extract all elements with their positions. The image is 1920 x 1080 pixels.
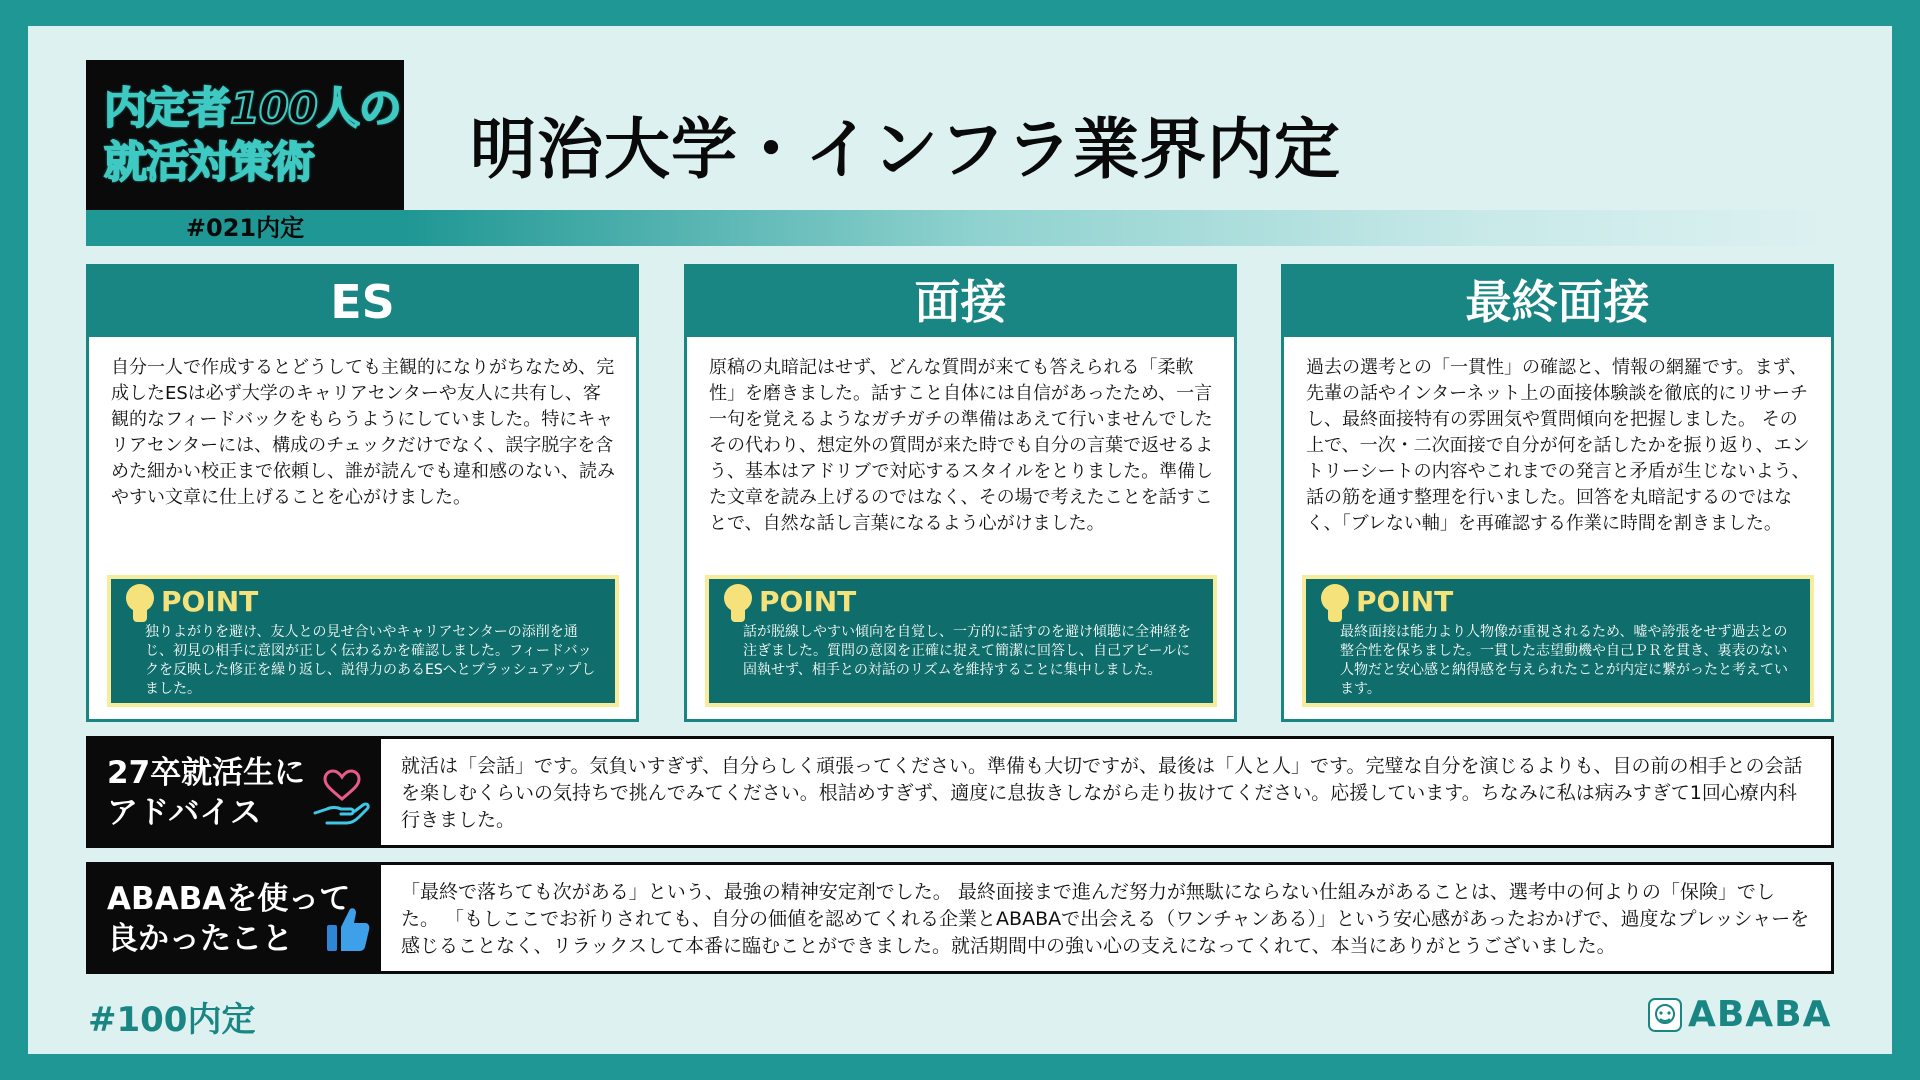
card-heading: 最終面接 xyxy=(1284,267,1831,337)
point-label: POINT xyxy=(759,585,857,618)
footer-tag: #100内定 xyxy=(88,1000,256,1040)
point-text: 話が脱線しやすい傾向を自覚し、一方的に話すのを避け傾聴に全神経を注ぎました。質問の意図を正確に捉えて簡潔に回答し、自己アピールに固執せず、相手との対話のリズムを維持することに集中しました。 xyxy=(743,624,1191,678)
point-box xyxy=(1302,575,1814,707)
logo-line-1 xyxy=(104,82,401,136)
ababa-logo-icon xyxy=(1648,998,1682,1032)
lightbulb-icon xyxy=(125,584,155,626)
brand-name: ABABA xyxy=(1688,994,1832,1035)
card-body: 過去の選考との「一貫性」の確認と、情報の網羅です。まず、先輩の話やインターネット上の面接体験談を徹底的にリサーチし、最終面接特有の雰囲気や質問傾向を把握しました。 その上で、一次・二次面接で自分が何を話したかを振り返り、エントリーシートの内容やこれまでの発言と矛盾が生じないよう、話の筋を通す整理を行いました。回答を丸暗記するのではなく、「ブレない軸」を再確認する作業に時間を割きました。 xyxy=(1306,357,1810,534)
series-logo xyxy=(86,60,404,246)
logo-text-c: 人の xyxy=(316,84,401,134)
advice-label-line-1: 27卒就活生に xyxy=(107,755,306,791)
lightbulb-icon xyxy=(1320,584,1350,626)
logo-line-2: 就活対策術 xyxy=(104,138,314,188)
card-es xyxy=(86,264,639,722)
point-header xyxy=(723,587,1201,617)
point-header xyxy=(1320,587,1798,617)
ababa-text: 「最終で落ちても次がある」という、最強の精神安定剤でした。 最終面接まで進んだ努力が無駄にならない仕組みがあることは、選考中の何よりの「保険」でした。 「もしここでお祈りされても、自分の価値を認めてくれる企業とABABAで出会える（ワンチャンある）」という安心感があったおかげで、過度なプレッシャーを感じることなく、リラックスして本番に臨むことができました。就活期間中の強い心の支えになってくれて、本当にありがとうございました。 xyxy=(401,881,1810,957)
lightbulb-icon xyxy=(723,584,753,626)
card-body: 原稿の丸暗記はせず、どんな質問が来ても答えられる「柔軟性」を磨きました。話すこと自体には自信があったため、一言一句を覚えるようなガチガチの準備はあえて行いませんでしたその代わり、想定外の質問が来た時でも自分の言葉で返せるよう、基本はアドリブで対応するスタイルをとりました。準備した文章を読み上げるのではなく、その場で考えたことを話すことで、自然な話し言葉になるよう心がけました。 xyxy=(709,357,1214,534)
ababa-label-line-2: 良かったこと xyxy=(107,921,293,957)
card-heading: ES xyxy=(89,267,636,337)
ababa-label xyxy=(89,865,381,971)
point-text: 最終面接は能力より人物像が重視されるため、嘘や誇張をせず過去との整合性を保ちました。一貫した志望動機や自己ＰＲを貫き、裏表のない人物だと安心感と納得感を与えられたことが内定に繋がったと考えています。 xyxy=(1340,624,1788,697)
point-text: 独りよがりを避け、友人との見せ合いやキャリアセンターの添削を通じ、初見の相手に意図が正しく伝わるかを確認しました。フィードバックを反映した修正を繰り返し、説得力のあるESへとブラッシュアップしました。 xyxy=(145,624,596,697)
logo-title xyxy=(86,60,404,210)
ababa-row xyxy=(86,862,1834,974)
advice-label-line-2: アドバイス xyxy=(107,795,262,831)
card-heading: 面接 xyxy=(687,267,1234,337)
logo-text-b: 100 xyxy=(230,84,317,134)
point-label: POINT xyxy=(1356,585,1454,618)
ababa-label-line-1: ABABAを使って xyxy=(107,881,351,917)
card-interview xyxy=(684,264,1237,722)
brand xyxy=(1648,994,1831,1035)
card-final-interview xyxy=(1281,264,1834,722)
point-header xyxy=(125,587,603,617)
card-body: 自分一人で作成するとどうしても主観的になりがちなため、完成したESは必ず大学のキャリアセンターや友人に共有し、客観的なフィードバックをもらうようにしていました。特にキャリアセンターには、構成のチェックだけでなく、誤字脱字を含めた細かい校正まで依頼し、誰が読んでも違和感のない、読みやすい文章に仕上げることを心がけました。 xyxy=(111,357,615,508)
advice-text: 就活は「会話」です。気負いすぎず、自分らしく頑張ってください。準備も大切ですが、最後は「人と人」です。完璧な自分を演じるよりも、目の前の相手との会話を楽しむくらいの気持ちで挑んでみてください。根詰めすぎず、適度に息抜きしながら走り抜けてください。応援しています。ちなみに私は病みすぎて1回心療内科行きました。 xyxy=(401,755,1803,831)
heart-hand-icon xyxy=(311,769,373,829)
logo-text-a: 内定者 xyxy=(104,84,230,134)
advice-label xyxy=(89,739,381,845)
page-title: 明治大学・インフラ業界内定 xyxy=(470,111,1341,188)
point-label: POINT xyxy=(161,585,259,618)
title-gradient-bar xyxy=(404,210,1834,246)
advice-row xyxy=(86,736,1834,848)
point-box xyxy=(705,575,1217,707)
point-box xyxy=(107,575,619,707)
logo-tag: #021内定 xyxy=(86,210,404,246)
thumbs-up-icon xyxy=(325,903,371,953)
